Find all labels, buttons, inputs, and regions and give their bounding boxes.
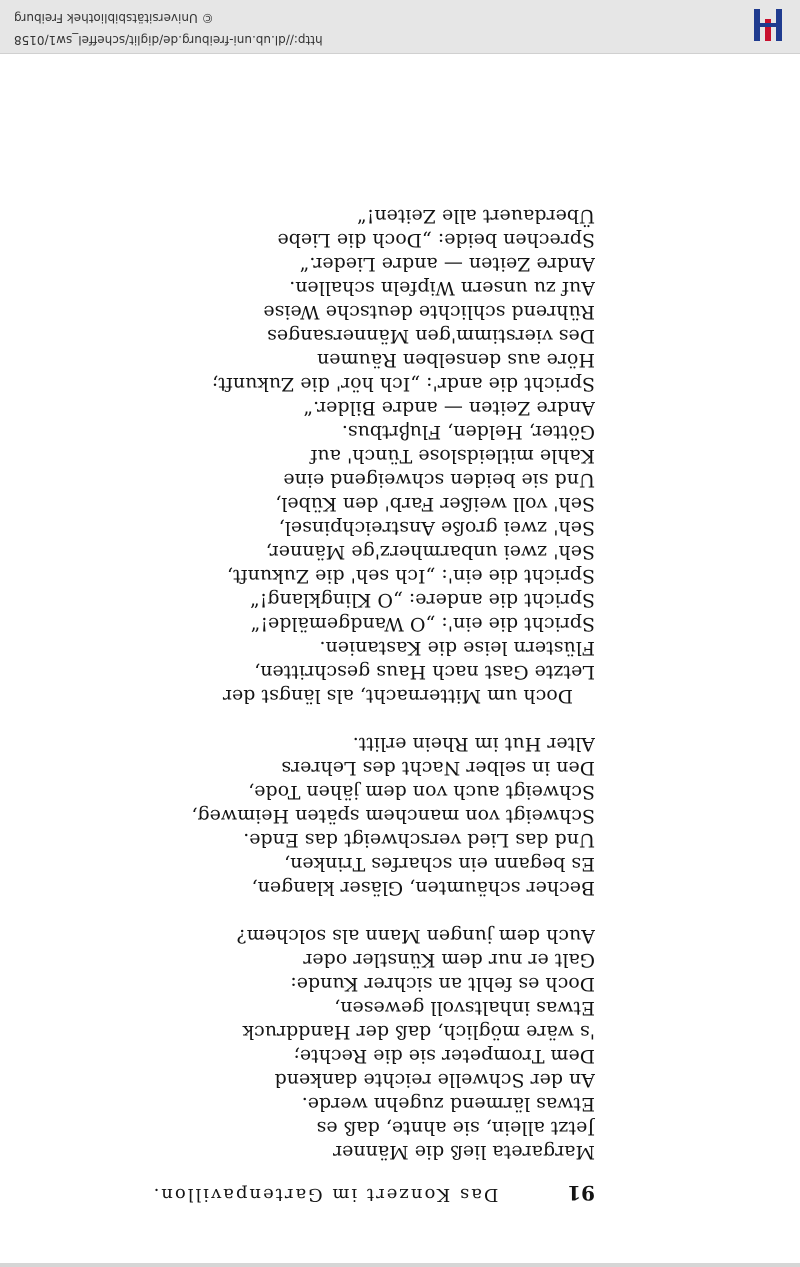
poem-line: Doch es fehlt an sichrer Kunde:: [290, 973, 595, 995]
poem-line: Flüstern leise die Kastanien.: [319, 637, 595, 659]
poem-line: Höre aus denselben Räumen: [317, 349, 595, 371]
poem-line: Spricht die andere: „O Klingklang!“: [249, 589, 595, 611]
source-url-link[interactable]: http://dl.ub.uni-freiburg.de/diglit/scheffel_sw1/0158: [14, 33, 323, 47]
poem-line: Auf zu unsern Wipfeln schallen.: [289, 277, 595, 299]
copyright-text: © Universitätsbibliothek Freiburg: [14, 11, 214, 25]
poem-line: Andre Zeiten — andre Bilder.“: [303, 397, 595, 419]
poem-line: Seh' zwei große Anstreichpinsel,: [278, 517, 595, 539]
poem-line: Jetzt allein, sie ahnte, daß es: [316, 1117, 595, 1139]
poem-line: Spricht die ein': „O Wandgemälde!“: [250, 613, 595, 635]
poem-line: 's wäre möglich, daß der Handdruck: [242, 1021, 595, 1043]
poem-line: Seh' zwei unbarmherz'ge Männer,: [265, 541, 595, 563]
stanza-gap: [35, 708, 595, 732]
poem-line: Schweigt von manchem späten Heimweg,: [191, 805, 595, 827]
running-head: [55, 1175, 595, 1205]
poem-line: Etwas inhaltsvoll gewesen,: [334, 997, 595, 1019]
poem-line: Spricht die andr': „Ich hör' die Zukunft;: [211, 373, 595, 395]
page-number: 91: [567, 1181, 595, 1205]
poem-line: Den in selber Nacht des Lehrers: [281, 757, 595, 779]
poem-line: Und sie beiden schweigend eine: [283, 469, 595, 491]
stanza-gap: [35, 900, 595, 924]
poem-text: [35, 204, 595, 1164]
poem-line: Überdauert alle Zeiten!“: [357, 205, 595, 227]
poem-line: Des vierstimm'gen Männersanges: [267, 325, 595, 347]
bottom-edge-bar: [0, 1263, 800, 1267]
poem-line: Galt er nur dem Künstler oder: [303, 949, 595, 971]
poem-line: Andre Zeiten — andre Lieder.“: [299, 253, 595, 275]
poem-line: Sprechen beide: „Doch die Liebe: [277, 229, 595, 251]
poem-line: Auch dem jungen Mann als solchem?: [236, 925, 595, 947]
poem-line: Doch um Mitternacht, als längst der: [222, 685, 573, 707]
poem-line: Es begann ein scharfes Trinken,: [284, 853, 595, 875]
poem-line: Alter Hut im Rhein erlitt.: [352, 733, 595, 755]
poem-line: Schweigt auch von dem jähen Tode,: [248, 781, 595, 803]
poem-line: Rührend schlichte deutsche Weise: [263, 301, 595, 323]
header-bar: [0, 0, 800, 54]
poem-line: Dem Trompeter sie die Rechte;: [293, 1045, 595, 1067]
poem-line: Etwas lärmend zugehn werde.: [301, 1093, 595, 1115]
poem-line: Seh' voll weißer Farb' den Kübel,: [275, 493, 595, 515]
poem-line: Letzte Gast nach Haus geschritten,: [254, 661, 595, 683]
ub-freiburg-logo-icon[interactable]: [748, 5, 788, 45]
running-title: Das Konzert im Gartenpavillon.: [151, 1184, 499, 1205]
poem-line: An der Schwelle reichte dankend: [274, 1069, 595, 1091]
poem-line: Margareta ließ die Männer: [333, 1141, 595, 1163]
poem-line: Götter, Helden, Fluβrtbus.: [341, 421, 595, 443]
poem-line: Und das Lied verschweigt das Ende.: [243, 829, 595, 851]
poem-line: Kahle mitleidslose Tünch' auf: [310, 445, 595, 467]
poem-line: Becher schäumten, Gläser klangen,: [251, 877, 595, 899]
poem-line: Spricht die ein': „Ich seh' die Zukunft,: [226, 565, 595, 587]
